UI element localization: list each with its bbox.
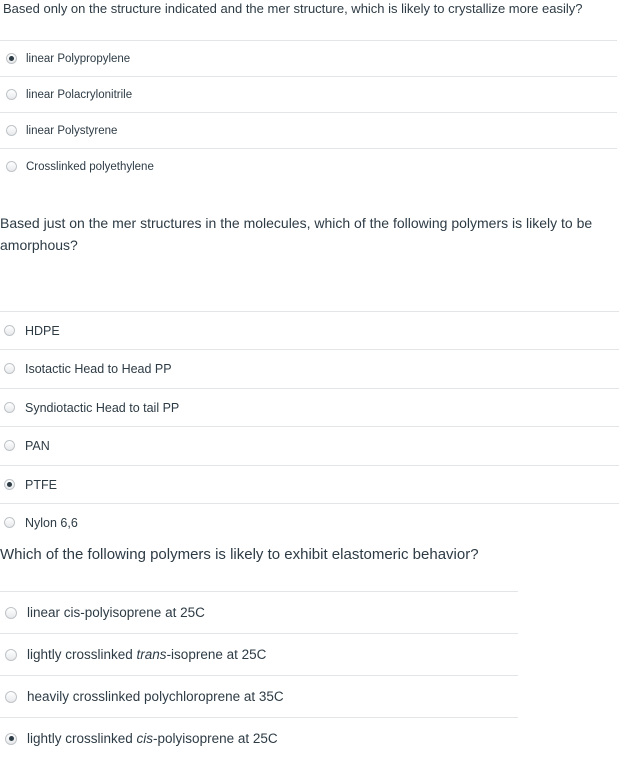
radio-icon[interactable] (5, 607, 17, 619)
q1-option-4-label: Crosslinked polyethylene (26, 160, 154, 173)
radio-icon[interactable] (4, 325, 15, 336)
q3-option-1[interactable] (0, 591, 518, 633)
question-3-text: Which of the following polymers is likely to exhibit elastomeric behavior? (0, 546, 479, 563)
question-1-text: Based only on the structure indicated and the mer structure, which is likely to crystallize more easily? (3, 1, 583, 16)
q2-option-2[interactable] (0, 349, 619, 387)
radio-icon[interactable] (6, 125, 17, 136)
q1-option-3-label: linear Polystyrene (26, 124, 118, 137)
q1-option-2[interactable] (0, 76, 617, 112)
radio-selected-icon[interactable] (5, 733, 17, 745)
q2-option-3[interactable] (0, 388, 619, 426)
radio-selected-icon[interactable] (4, 479, 15, 490)
q3-option-4-text-before: lightly crosslinked (27, 731, 137, 746)
radio-selected-icon[interactable] (6, 53, 17, 64)
question-2-text-line-1: Based just on the mer structures in the molecules, which of the following polymers is likely to be (0, 215, 593, 231)
q2-option-6-label: Nylon 6,6 (25, 515, 78, 530)
q2-option-4-label: PAN (25, 438, 50, 453)
q3-option-1-text: linear cis-polyisoprene at 25C (27, 605, 205, 620)
radio-icon[interactable] (5, 649, 17, 661)
q3-option-3-text: heavily crosslinked polychloroprene at 35C (27, 689, 284, 704)
q1-option-1-label: linear Polypropylene (26, 52, 131, 65)
q3-option-2-text-after: -isoprene at 25C (166, 647, 267, 662)
radio-icon[interactable] (4, 402, 15, 413)
radio-icon[interactable] (5, 691, 17, 703)
q2-option-3-label: Syndiotactic Head to tail PP (25, 400, 180, 415)
q3-option-4-label (27, 731, 278, 746)
q3-option-3[interactable] (0, 675, 518, 717)
q1-option-2-label: linear Polacrylonitrile (26, 88, 133, 101)
q1-option-1[interactable] (0, 40, 617, 76)
q3-option-4[interactable] (0, 717, 518, 759)
q3-option-2-label (27, 647, 266, 662)
radio-icon[interactable] (6, 89, 17, 100)
q3-option-4-text-emphasis: cis (136, 731, 154, 746)
question-2-text-line-2: amorphous? (0, 237, 78, 253)
radio-icon[interactable] (4, 363, 15, 374)
q3-option-2-text-before: lightly crosslinked (27, 647, 137, 662)
q3-option-1-label (27, 605, 205, 620)
q3-option-3-label (27, 689, 284, 704)
q2-option-1-label: HDPE (25, 323, 60, 338)
q2-option-6[interactable] (0, 503, 619, 541)
radio-icon[interactable] (4, 440, 15, 451)
q2-option-5-label: PTFE (25, 477, 57, 492)
q2-option-4[interactable] (0, 426, 619, 464)
q1-option-4[interactable] (0, 148, 617, 184)
radio-icon[interactable] (4, 517, 15, 528)
q1-option-3[interactable] (0, 112, 617, 148)
q2-option-1[interactable] (0, 311, 619, 349)
q3-option-2[interactable] (0, 633, 518, 675)
q3-option-4-text-after: -polyisoprene at 25C (153, 731, 278, 746)
q3-option-2-text-emphasis: trans (136, 647, 167, 662)
radio-icon[interactable] (6, 161, 17, 172)
q2-option-5[interactable] (0, 465, 619, 503)
q2-option-2-label: Isotactic Head to Head PP (25, 361, 172, 376)
